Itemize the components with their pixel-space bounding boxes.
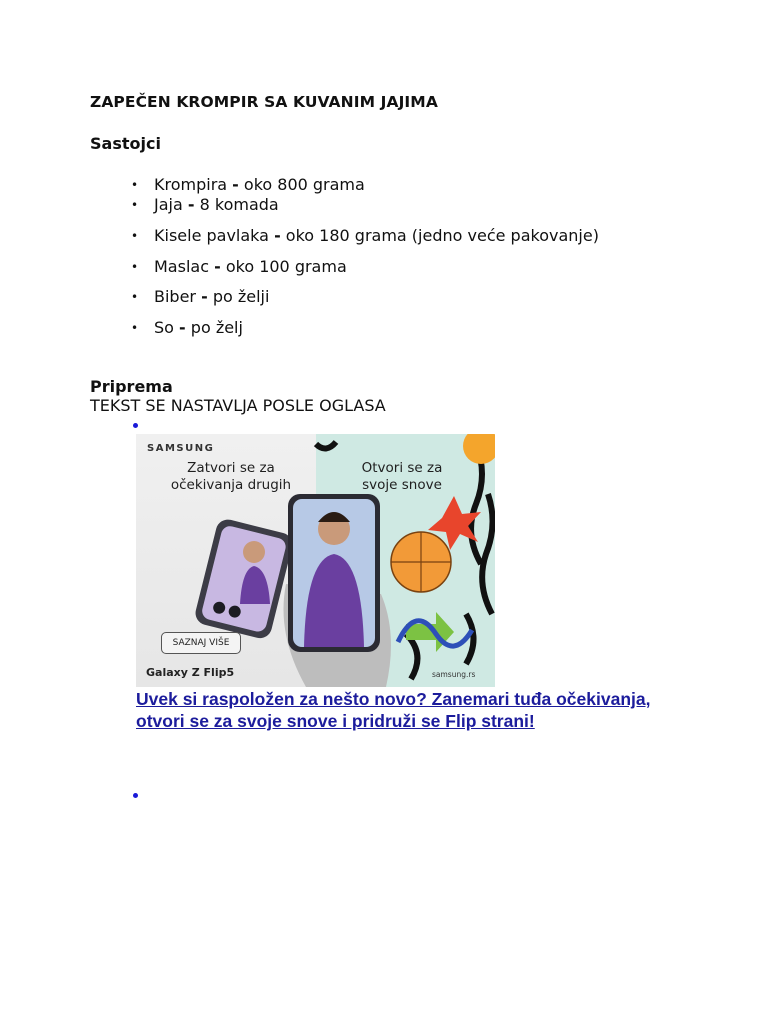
recipe-title: ZAPEČEN KROMPIR SA KUVANIM JAJIMA [90, 93, 438, 111]
ingredients-heading: Sastojci [90, 134, 161, 153]
ad-list-bullet [133, 793, 138, 798]
ingredient-item: • Biber - po želji [131, 287, 270, 306]
ad-list-bullet [133, 423, 138, 428]
orange-circle [463, 434, 495, 464]
samsung-logo: SAMSUNG [147, 443, 215, 454]
ingredient-item: • So - po želj [131, 318, 243, 337]
ad-link[interactable]: Uvek si raspoložen za nešto novo? Zanemari tuđa očekivanja, otvori se za svoje snove i pridruži se Flip strani! [136, 689, 651, 731]
continue-after-ad-note: TEKST SE NASTAVLJA POSLE OGLASA [90, 396, 386, 415]
preparation-heading: Priprema [90, 377, 173, 396]
ad-headline-left: Zatvori se za očekivanja drugih [170, 460, 292, 493]
ad-headline-right: Otvori se za svoje snove [361, 460, 443, 493]
ad-domain: samsung.rs [432, 670, 476, 679]
ingredient-item: • Maslac - oko 100 grama [131, 257, 347, 276]
ingredient-item: • Jaja - 8 komada [131, 195, 279, 214]
ingredient-item: • Kisele pavlaka - oko 180 grama (jedno veće pakovanje) [131, 226, 599, 245]
ad-product-name: Galaxy Z Flip5 [146, 666, 235, 679]
ingredient-item: • Krompira - oko 800 grama [131, 175, 365, 194]
learn-more-button[interactable]: SAZNAJ VIŠE [161, 632, 241, 654]
ad-banner[interactable] [136, 434, 495, 687]
